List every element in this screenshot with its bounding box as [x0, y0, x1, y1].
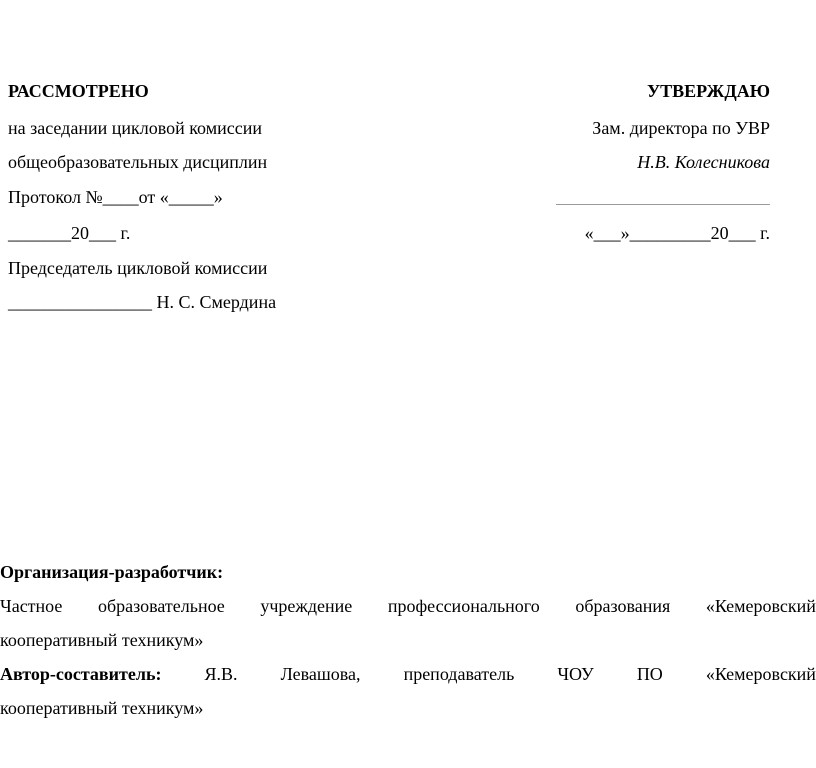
- commission-line-2: общеобразовательных дисциплин: [8, 152, 268, 172]
- chair-signature-line: ________________ Н. С. Смердина: [8, 292, 277, 312]
- author-label: Автор-составитель:: [0, 664, 162, 684]
- approval-signature-line: [556, 204, 770, 205]
- author-word: «Кемеровский: [705, 664, 816, 684]
- left-date-line: _______20___ г.: [8, 223, 131, 243]
- commission-line-1: на заседании цикловой комиссии: [8, 118, 262, 138]
- organization-text-line-2: кооперативный техникум»: [0, 630, 204, 650]
- approve-heading: УТВЕРЖДАЮ: [646, 81, 770, 101]
- author-line-1: [0, 663, 816, 685]
- author-word: Левашова,: [280, 664, 361, 684]
- deputy-director-name: Н.В. Колесникова: [637, 152, 770, 172]
- author-line-2: кооперативный техникум»: [0, 698, 204, 718]
- organization-word: учреждение: [260, 596, 353, 616]
- organization-word: профессионального: [387, 596, 540, 616]
- author-word: ЧОУ: [557, 664, 594, 684]
- organization-word: «Кемеровский: [705, 596, 816, 616]
- reviewed-heading: РАССМОТРЕНО: [8, 81, 149, 101]
- right-date-line: «___»_________20___ г.: [584, 223, 770, 243]
- developer-section: [0, 561, 816, 719]
- organization-text-line-1: [0, 595, 816, 617]
- organization-word: образовательное: [97, 596, 225, 616]
- deputy-director-position: Зам. директора по УВР: [592, 118, 770, 138]
- organization-word: Частное: [0, 596, 63, 616]
- organization-word: образования: [575, 596, 671, 616]
- chair-label: Председатель цикловой комиссии: [8, 258, 268, 278]
- protocol-line: Протокол №____от «_____»: [8, 187, 223, 207]
- author-word: преподаватель: [403, 664, 515, 684]
- organization-label: Организация-разработчик:: [0, 562, 224, 582]
- author-word: Я.В.: [204, 664, 238, 684]
- author-word: ПО: [636, 664, 663, 684]
